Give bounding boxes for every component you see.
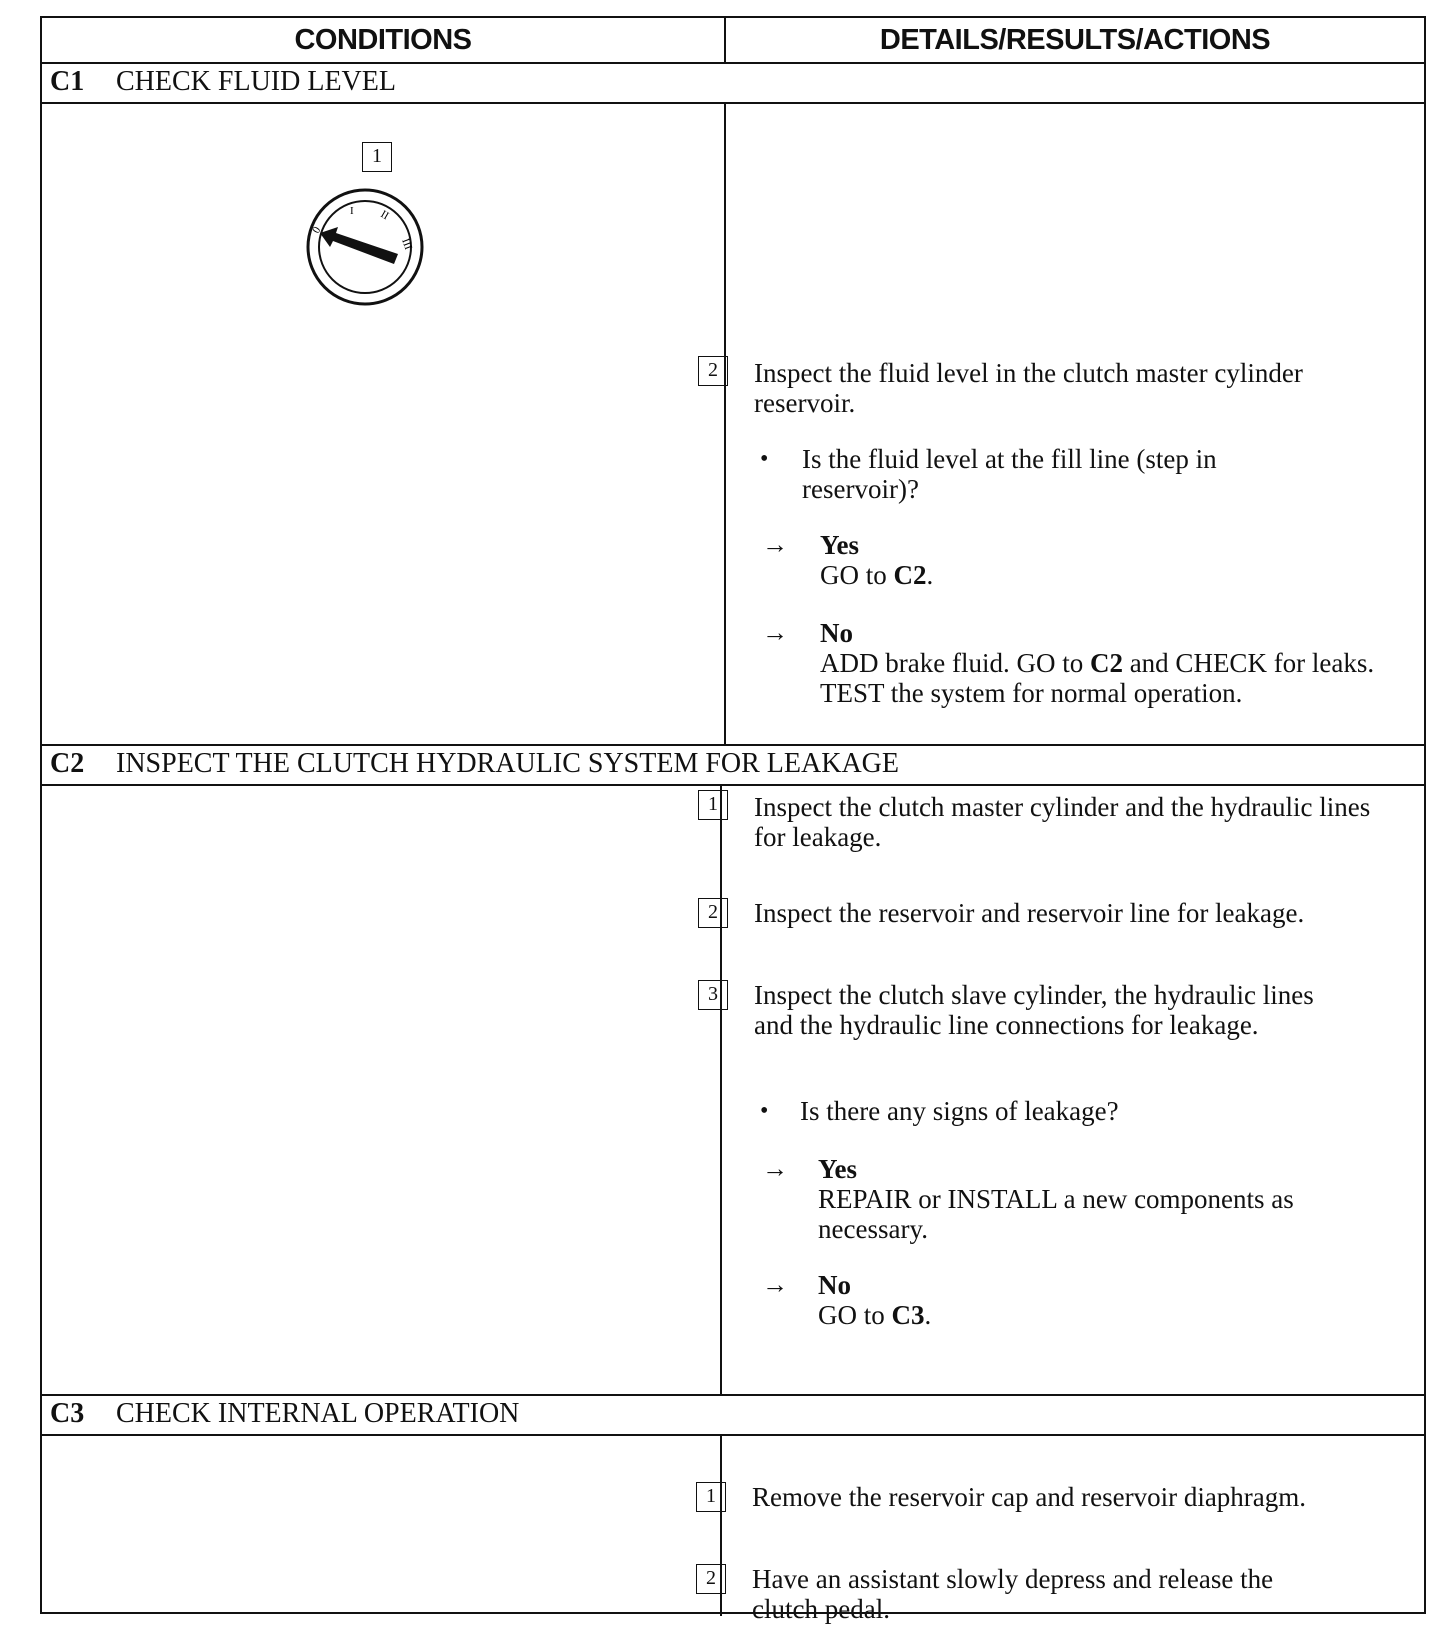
section-c3-heading [50, 1395, 519, 1433]
section-code: C2 [50, 748, 85, 779]
bullet-icon: • [760, 1098, 769, 1124]
step-text: Remove the reservoir cap and reservoir diaphragm. [752, 1482, 1307, 1512]
no-label: No [820, 618, 853, 648]
bullet-icon: • [760, 446, 769, 472]
diagnostic-table [40, 16, 1426, 1624]
step-text: Inspect the reservoir and reservoir line for leakage. [754, 898, 1305, 928]
arrow-icon: → [762, 1270, 788, 1299]
step-text: Have an assistant slowly depress and release the clutch pedal. [752, 1564, 1274, 1624]
section-c1-heading [50, 63, 396, 101]
divider [42, 102, 1424, 104]
question-text: Is there any signs of leakage? [800, 1096, 1119, 1126]
no-action [820, 648, 1380, 708]
divider [42, 1434, 1424, 1436]
action-text: . [924, 1300, 932, 1330]
arrow-icon: → [762, 530, 788, 559]
arrow-icon: → [762, 1154, 788, 1183]
divider [42, 784, 1424, 786]
reference: C3 [891, 1300, 925, 1330]
column-divider [720, 784, 722, 1394]
action-text: and CHECK for leaks. TEST the system for normal operation. [820, 648, 1375, 708]
svg-text:II: II [378, 208, 391, 223]
action-text: . [926, 560, 934, 590]
ignition-switch-icon [306, 188, 424, 306]
column-divider [724, 18, 726, 62]
svg-text:0: 0 [310, 224, 324, 236]
yes-label: Yes [818, 1154, 857, 1184]
svg-text:III: III [399, 236, 415, 252]
step-box: 2 [698, 356, 728, 386]
action-text: GO to [818, 1300, 892, 1330]
question-text: Is the fluid level at the fill line (step in reservoir)? [802, 444, 1217, 504]
action-text: GO to [820, 560, 894, 590]
yes-action: REPAIR or INSTALL a new components as necessary. [818, 1184, 1294, 1244]
column-divider [724, 102, 726, 744]
arrow-icon: → [762, 618, 788, 647]
step-box: 2 [696, 1564, 726, 1594]
step-box: 1 [698, 790, 728, 820]
reference: C2 [893, 560, 927, 590]
step-text: Inspect the clutch slave cylinder, the hydraulic lines and the hydraulic line connections for leakage. [754, 980, 1314, 1040]
step-text: Inspect the clutch master cylinder and the hydraulic lines for leakage. [754, 792, 1371, 852]
section-title: INSPECT THE CLUTCH HYDRAULIC SYSTEM FOR LEAKAGE [116, 748, 900, 779]
header-conditions: CONDITIONS [294, 24, 472, 56]
reference: C2 [1089, 648, 1123, 678]
section-code: C3 [50, 1398, 85, 1429]
step-text: Inspect the fluid level in the clutch master cylinder reservoir. [754, 358, 1303, 418]
yes-label: Yes [820, 530, 859, 560]
action-text: ADD brake fluid. GO to [820, 648, 1090, 678]
section-title: CHECK INTERNAL OPERATION [116, 1398, 520, 1429]
svg-text:I: I [350, 205, 354, 217]
section-title: CHECK FLUID LEVEL [116, 66, 396, 97]
section-code: C1 [50, 66, 85, 97]
section-c2-heading [50, 745, 899, 783]
yes-action [820, 560, 933, 590]
step-box: 3 [698, 980, 728, 1010]
step-box: 1 [696, 1482, 726, 1512]
step-box: 2 [698, 898, 728, 928]
no-action [818, 1300, 931, 1330]
figure-step-box: 1 [362, 142, 392, 172]
no-label: No [818, 1270, 851, 1300]
header-details: DETAILS/RESULTS/ACTIONS [879, 24, 1271, 56]
